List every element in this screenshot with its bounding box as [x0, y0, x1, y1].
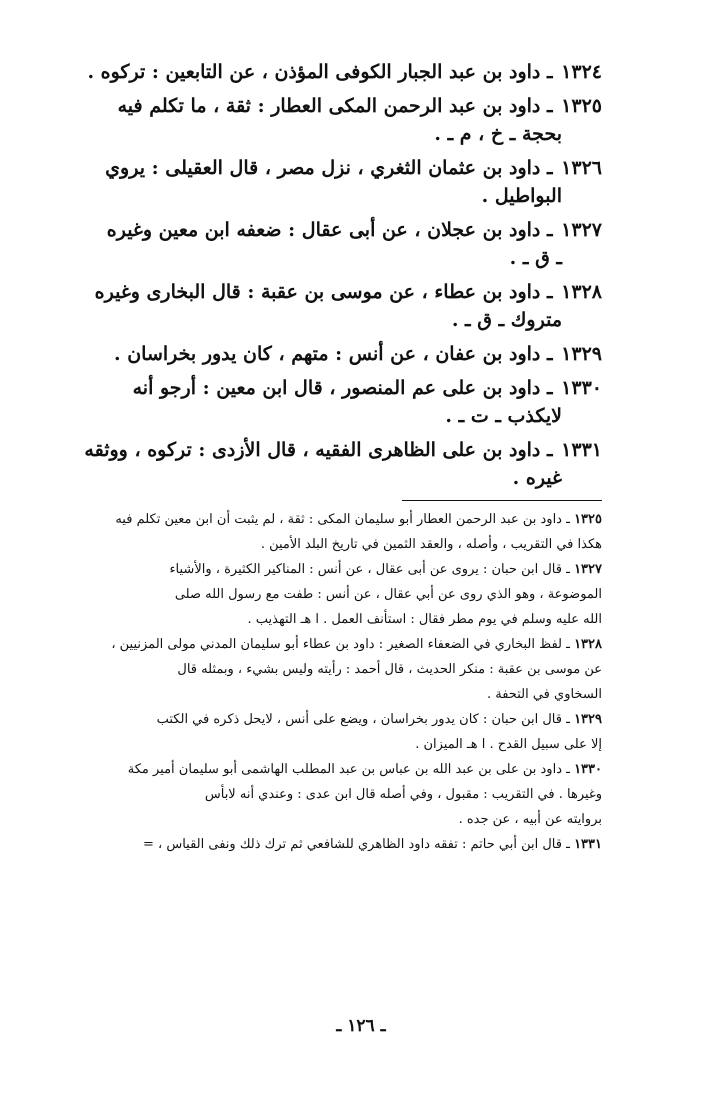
entry-dash: ـ: [540, 157, 560, 179]
footnote: [78, 632, 602, 707]
footnote-line: [78, 732, 602, 757]
footnote-number: ١٣٢٩: [574, 712, 602, 727]
main-entries: [78, 58, 602, 492]
footnote-line: [78, 707, 602, 732]
entry: [78, 436, 602, 492]
entry-continuation: لايكذب ـ ت ـ .: [445, 405, 562, 427]
entry-number: ١٣٢٥: [561, 95, 602, 117]
entry-number: ١٣٢٤: [561, 61, 602, 83]
footnote-line: [78, 657, 602, 682]
footnote-line: [78, 532, 602, 557]
footnote-dash: ـ: [561, 562, 575, 577]
footnote-line: [78, 807, 602, 832]
footnote-dash: ـ: [561, 512, 575, 527]
footnote-dash: ـ: [561, 712, 575, 727]
footnote-text: عن موسى بن عقبة : منكر الحديث ، قال أحمد : رأيته وليس بشيء ، وبمثله قال: [177, 662, 602, 677]
footnote-text: قال ابن حبان : كان يدور بخراسان ، ويضع على أنس ، لايحل ذكره في الكتب: [156, 712, 562, 727]
footnote-number: ١٣٢٥: [574, 512, 602, 527]
entry-text: داود بن عجلان ، عن أبى عقال : ضعفه ابن معين وغيره: [106, 219, 541, 241]
footnote-text: إلا على سبيل القدح . ا هـ الميزان .: [415, 737, 602, 752]
footnote-line: [78, 582, 602, 607]
entry-text: داود بن عبد الجبار الكوفى المؤذن ، عن التابعين : تركوه .: [87, 61, 541, 83]
entry-continuation: متروك ـ ق ـ .: [451, 309, 562, 331]
footnote-line: [78, 832, 602, 857]
entry-dash: ـ: [540, 219, 560, 241]
footnote-line: [78, 507, 602, 532]
footnote-text: داود بن على بن عبد الله بن عباس بن عبد المطلب الهاشمى أبو سليمان أمير مكة: [127, 762, 562, 777]
footnote-number: ١٣٣٠: [574, 762, 602, 777]
footnote-dash: ـ: [561, 637, 575, 652]
entry-number: ١٣٣٠: [561, 377, 602, 399]
entry-dash: ـ: [540, 377, 560, 399]
entry-text: داود بن عفان ، عن أنس : متهم ، كان يدور بخراسان .: [114, 343, 541, 365]
entry-dash: ـ: [540, 281, 560, 303]
entry: [78, 92, 602, 148]
entry-dash: ـ: [540, 95, 560, 117]
footnote-text: هكذا في التقريب ، وأصله ، والعقد الثمين في تاريخ البلد الأمين .: [260, 537, 602, 552]
footnote: [78, 757, 602, 832]
entry-number: ١٣٢٧: [561, 219, 602, 241]
footnote-text: الله عليه وسلم في يوم مطر فقال : استأنف العمل . ا هـ التهذيب .: [247, 612, 602, 627]
footnote-text: السخاوي في التحفة .: [487, 687, 602, 702]
entry-text: داود بن على عم المنصور ، قال ابن معين : أرجو أنه: [132, 377, 541, 399]
footnote-text: داود بن عبد الرحمن العطار أبو سليمان المكى : ثقة ، لم يثبت أن ابن معين تكلم فيه: [115, 512, 562, 527]
footnote-number: ١٣٢٨: [574, 637, 602, 652]
entry-text: داود بن عثمان الثغري ، نزل مصر ، قال العقيلى : يروي: [105, 157, 541, 179]
footnote-dash: ـ: [561, 837, 575, 852]
footnote: [78, 507, 602, 557]
entry-number: ١٣٣١: [561, 439, 602, 461]
footnote: [78, 832, 602, 857]
entry-continuation: ـ ق ـ .: [509, 247, 562, 269]
entry: [78, 340, 602, 368]
footnote-line: [78, 782, 602, 807]
footnote-line: [78, 607, 602, 632]
footnote-text: الموضوعة ، وهو الذي روى عن أبي عقال ، عن أنس : طفت مع رسول الله صلى: [174, 587, 602, 602]
entry-number: ١٣٢٦: [561, 157, 602, 179]
footnote-line: [78, 557, 602, 582]
entry-continuation: البواطيل .: [481, 185, 562, 207]
entry-text: داود بن عطاء ، عن موسى بن عقبة : قال البخارى وغيره: [94, 281, 541, 303]
footnote-line: [78, 757, 602, 782]
footnote-number: ١٣٢٧: [574, 562, 602, 577]
footnote-text: قال ابن أبي حاتم : تفقه داود الظاهري للشافعي ثم ترك ذلك ونفى القياس ، =: [143, 837, 562, 852]
footnote-line: [78, 682, 602, 707]
entry-number: ١٣٢٩: [561, 343, 602, 365]
footnote-text: قال ابن حبان : يروى عن أبى عقال ، عن أنس : المناكير الكثيرة ، والأشياء: [169, 562, 562, 577]
page-number: ـ ١٢٦ ـ: [336, 1016, 386, 1036]
entry-dash: ـ: [540, 343, 560, 365]
entry-continuation: بحجة ـ خ ، م ـ .: [434, 123, 562, 145]
entry-text: داود بن على الظاهرى الفقيه ، قال الأزدى : تركوه ، ووثقه: [84, 439, 541, 461]
footnote-line: [78, 632, 602, 657]
entry: [78, 374, 602, 430]
footnote-text: بروايته عن أبيه ، عن جده .: [458, 812, 602, 827]
footnote-text: وغيرها . في التقريب : مقبول ، وفي أصله قال ابن عدى : وعندي أنه لابأس: [204, 787, 602, 802]
entry-dash: ـ: [540, 61, 560, 83]
entry-dash: ـ: [540, 439, 560, 461]
entry-continuation: غيره .: [512, 467, 562, 489]
entry: [78, 154, 602, 210]
entry: [78, 58, 602, 86]
footnote: [78, 557, 602, 632]
footnote-number: ١٣٣١: [574, 837, 602, 852]
footnote-text: لفظ البخاري في الضعفاء الصغير : داود بن عطاء أبو سليمان المدني مولى المزنيين ،: [111, 637, 562, 652]
entry: [78, 216, 602, 272]
entry-number: ١٣٢٨: [561, 281, 602, 303]
footnote: [78, 707, 602, 757]
footnotes: [78, 507, 602, 857]
entry: [78, 278, 602, 334]
footnote-dash: ـ: [561, 762, 575, 777]
entry-text: داود بن عبد الرحمن المكى العطار : ثقة ، ما تكلم فيه: [117, 95, 541, 117]
footnote-separator: [402, 500, 602, 501]
